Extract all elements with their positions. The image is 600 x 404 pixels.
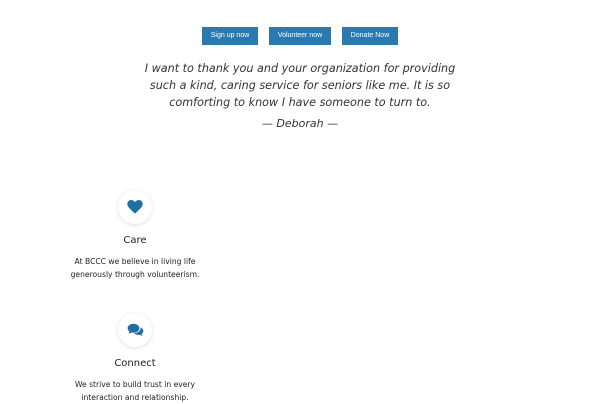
cta-button-row xyxy=(0,27,600,45)
chat-bubbles-icon xyxy=(127,323,144,337)
feature-connect xyxy=(55,313,215,404)
feature-description: We strive to build trust in every interaction and relationship. xyxy=(74,380,196,402)
feature-care xyxy=(55,190,215,281)
feature-title: Care xyxy=(123,235,147,246)
testimonial-quote: I want to thank you and your organization for providing such a kind, caring service for seniors like me. It is so comforting to know I have someone to turn to. xyxy=(144,62,456,109)
feature-title: Connect xyxy=(114,358,156,369)
volunteer-button[interactable]: Volunteer now xyxy=(269,27,331,45)
donate-button[interactable]: Donate Now xyxy=(342,27,398,45)
sign-up-button[interactable]: Sign up now xyxy=(202,27,258,45)
testimonial-author: — Deborah — xyxy=(261,117,339,130)
care-icon-circle xyxy=(118,190,152,224)
connect-icon-circle xyxy=(118,313,152,347)
feature-description: At BCCC we believe in living life generously through volunteerism. xyxy=(70,257,200,279)
heart-icon xyxy=(127,200,143,214)
